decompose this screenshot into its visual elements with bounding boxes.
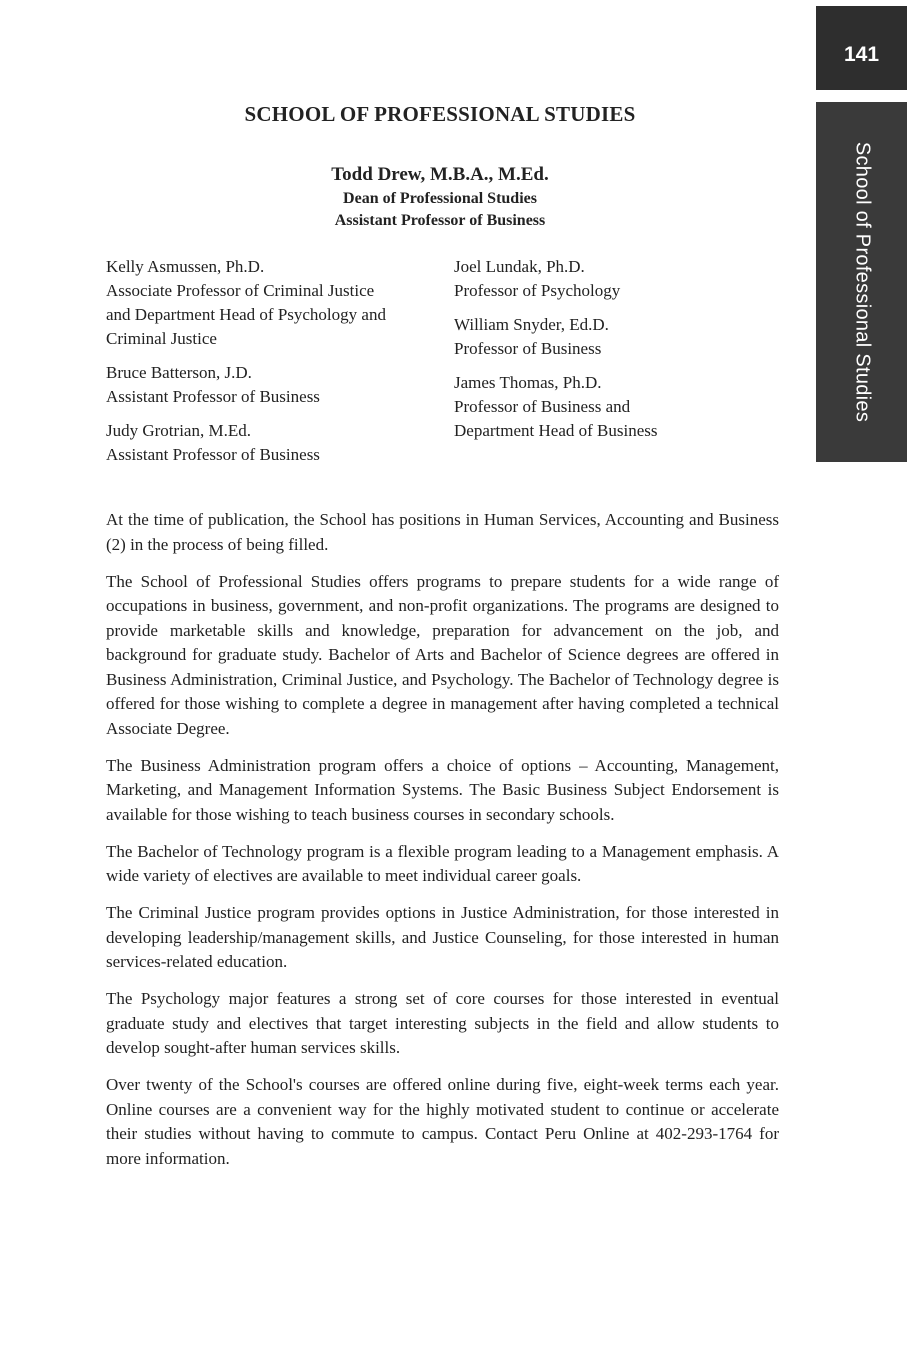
faculty-title: Assistant Professor of Business <box>106 387 320 406</box>
faculty-name: Joel Lundak, Ph.D. <box>454 257 585 276</box>
paragraph-criminal-justice: The Criminal Justice program provides options in Justice Administration, for those interested in developing leadership/management skills, and Justice Counseling, for those interested in human services-related education. <box>106 903 779 971</box>
section-tab-label: School of Professional Studies <box>851 141 873 423</box>
faculty-entry <box>454 313 784 361</box>
faculty-title: Professor of Psychology <box>454 281 621 300</box>
faculty-list-right <box>454 255 784 453</box>
paragraph-bachelor-technology: The Bachelor of Technology program is a flexible program leading to a Management emphasis. A wide variety of electives are available to meet individual career goals. <box>106 841 779 885</box>
faculty-title: Professor of Business and Department Head of Business <box>454 397 658 440</box>
faculty-entry <box>454 255 784 303</box>
section-tab <box>816 102 907 462</box>
faculty-name: James Thomas, Ph.D. <box>454 373 602 392</box>
faculty-list-left <box>106 255 436 477</box>
faculty-title: Professor of Business <box>454 339 602 358</box>
page-number: 141 <box>816 6 907 90</box>
dean-block <box>190 162 690 232</box>
faculty-name: Kelly Asmussen, Ph.D. <box>106 257 265 276</box>
faculty-name: Judy Grotrian, M.Ed. <box>106 421 251 440</box>
page-title: SCHOOL OF PROFESSIONAL STUDIES <box>244 102 636 126</box>
paragraph-psychology: The Psychology major features a strong set of core courses for those interested in eventual graduate study and electives that target interesting subjects in the field and allow students to develop sought-after human services skills. <box>106 989 779 1057</box>
dean-title: Dean of Professional Studies <box>343 190 537 207</box>
body-text <box>106 508 779 1184</box>
faculty-title: Assistant Professor of Business <box>106 445 320 464</box>
faculty-entry <box>106 361 436 409</box>
faculty-entry <box>106 419 436 467</box>
paragraph-overview: The School of Professional Studies offers programs to prepare students for a wide range of occupations in business, government, and non-profit organizations. The programs are designed to provide marketable skills and knowledge, preparation for advancement on the job, and background for graduate study. Bachelor of Arts and Bachelor of Science degrees are offered in Business Administration, Criminal Justice, and Psychology. The Bachelor of Technology degree is offered for those wishing to complete a degree in management after having completed a technical Associate Degree. <box>106 571 779 738</box>
dean-name: Todd Drew, M.B.A., M.Ed. <box>331 164 549 185</box>
faculty-name: Bruce Batterson, J.D. <box>106 363 252 382</box>
faculty-entry <box>454 371 784 443</box>
paragraph-business-administration: The Business Administration program offers a choice of options – Accounting, Management, Marketing, and Management Information Systems. The Basic Business Subject Endorsement is available for those wishing to teach business courses in secondary schools. <box>106 755 779 824</box>
paragraph-open-positions: At the time of publication, the School has positions in Human Services, Accounting and Business (2) in the process of being filled. <box>106 510 779 554</box>
faculty-title: Associate Professor of Criminal Justice and Department Head of Psychology and Criminal Justice <box>106 281 386 348</box>
paragraph-online-courses: Over twenty of the School's courses are offered online during five, eight-week terms each year. Online courses are a convenient way for the highly motivated student to continue or accelerate their studies without having to commute to campus. Contact Peru Online at 402-293-1764 for more information. <box>106 1075 779 1168</box>
faculty-name: William Snyder, Ed.D. <box>454 315 609 334</box>
dean-title-secondary: Assistant Professor of Business <box>334 212 546 229</box>
faculty-entry <box>106 255 436 351</box>
